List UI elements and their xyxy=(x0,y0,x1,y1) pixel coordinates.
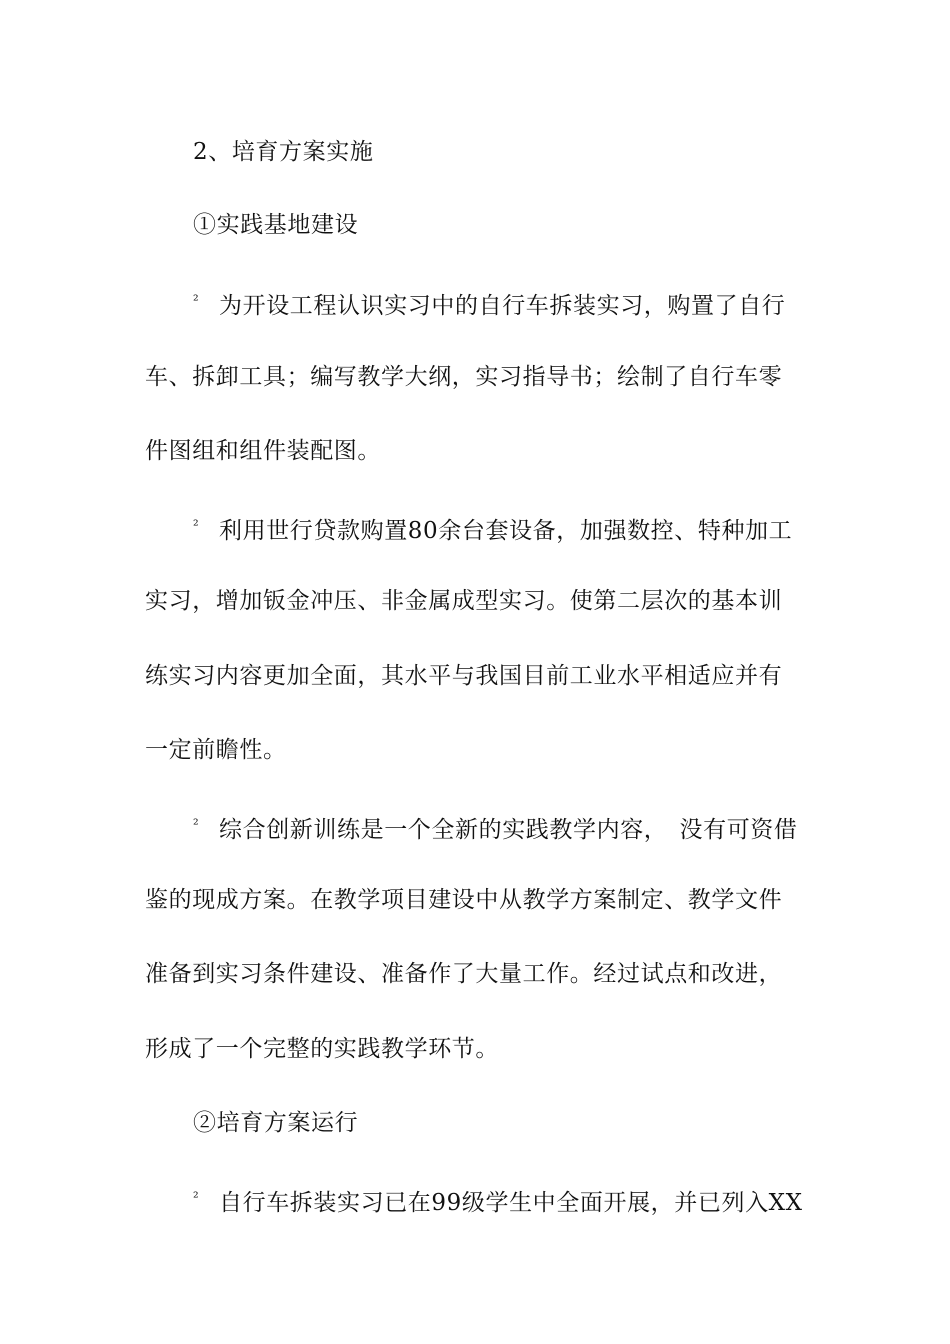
paragraph-2-line-2: 实习，增加钣金冲压、非金属成型实习。使第二层次的基本训 xyxy=(145,588,783,614)
paragraph-3-line-3: 准备到实习条件建设、准备作了大量工作。经过试点和改进， xyxy=(145,961,783,987)
paragraph-1-line-3: 件图组和组件装配图。 xyxy=(145,438,381,464)
paragraph-2-line-4: 一定前瞻性。 xyxy=(145,737,287,763)
paragraph-1-line-1 xyxy=(193,286,863,321)
paragraph-3-line-2: 鉴的现成方案。在教学项目建设中从教学方案制定、教学文件 xyxy=(145,887,783,913)
paragraph-4-line-1 xyxy=(193,1183,863,1218)
subsection-heading-program-operation: ②培育方案运行 xyxy=(193,1110,359,1136)
paragraph-3-line-1 xyxy=(193,810,863,845)
bullet-marker: ² xyxy=(193,293,200,309)
paragraph-text: 为开设工程认识实习中的自行车拆装实习，购置了自行 xyxy=(219,293,786,319)
paragraph-2-line-3: 练实习内容更加全面，其水平与我国目前工业水平相适应并有 xyxy=(145,663,783,689)
bullet-marker: ² xyxy=(193,518,200,534)
paragraph-text: 综合创新训练是一个全新的实践教学内容， 没有可资借 xyxy=(219,817,798,843)
paragraph-2-line-1 xyxy=(193,511,863,546)
bullet-marker: ² xyxy=(193,817,200,833)
subsection-heading-practice-base: ①实践基地建设 xyxy=(193,212,359,238)
paragraph-3-line-4: 形成了一个完整的实践教学环节。 xyxy=(145,1036,499,1062)
paragraph-1-line-2: 车、拆卸工具；编写教学大纲，实习指导书；绘制了自行车零 xyxy=(145,364,783,390)
section-heading: 2、培育方案实施 xyxy=(193,139,374,165)
paragraph-text: 利用世行贷款购置80余台套设备，加强数控、特种加工 xyxy=(219,518,793,544)
bullet-marker: ² xyxy=(193,1190,200,1206)
paragraph-text: 自行车拆装实习已在99级学生中全面开展，并已列入XX xyxy=(219,1190,803,1216)
